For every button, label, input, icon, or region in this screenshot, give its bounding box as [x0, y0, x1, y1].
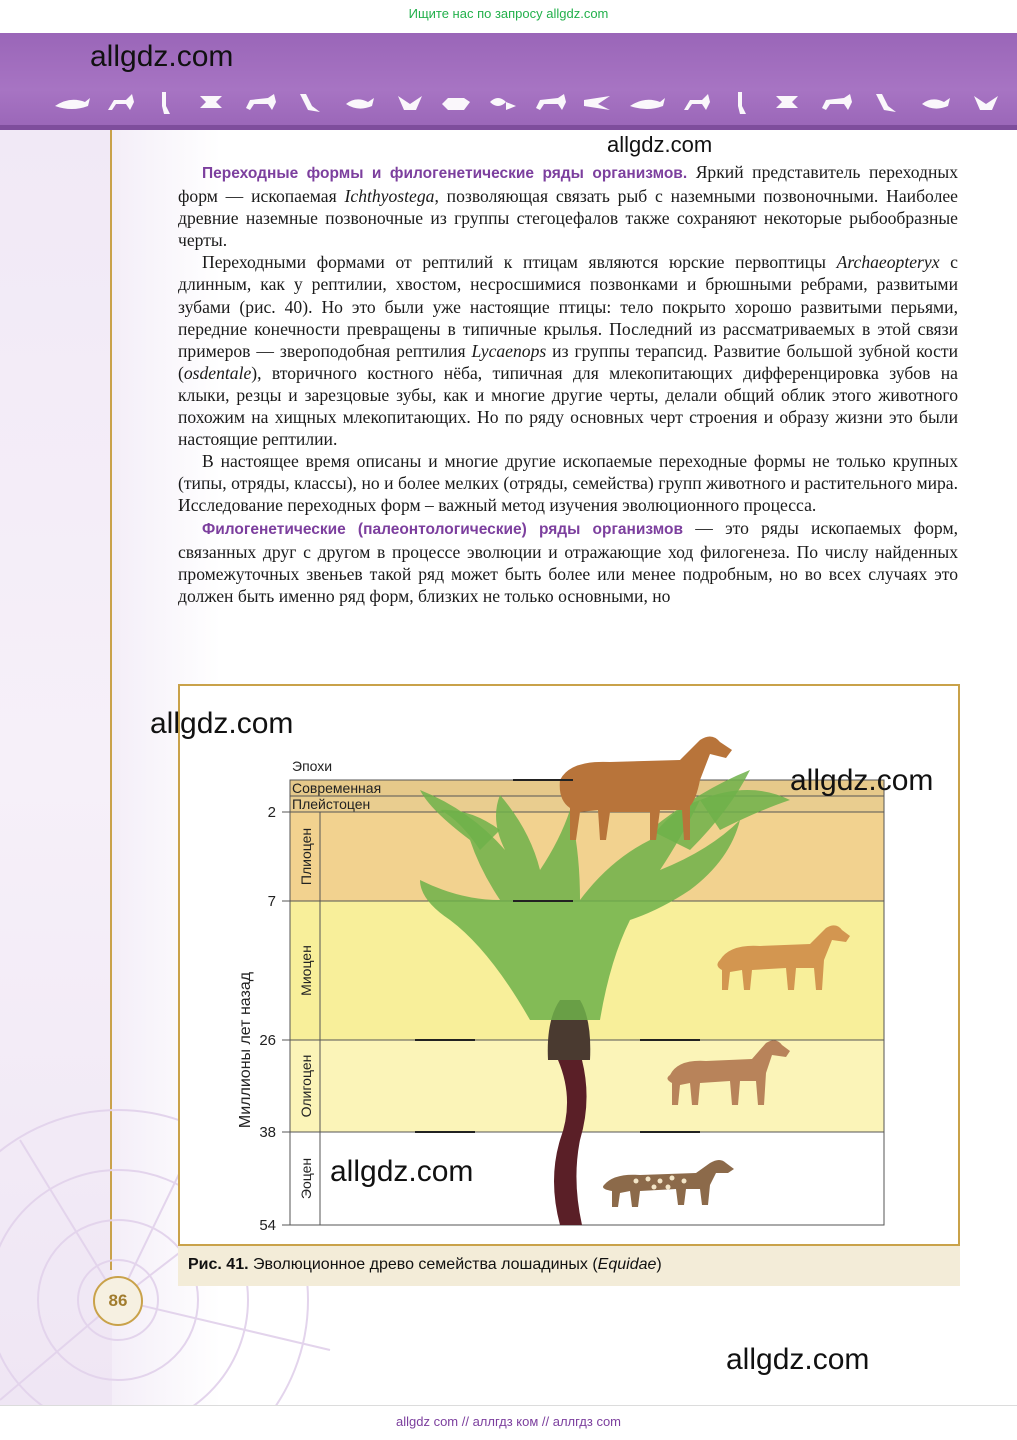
text-run: Переходными формами от рептилий к птицам являются юрские первоптицы	[202, 252, 837, 273]
text-run-italic: Ichthyostega	[344, 186, 435, 207]
epoch-label: Олигоцен	[298, 1054, 314, 1118]
footer-note: allgdz com // аллгдз ком // аллгдз com	[395, 1414, 622, 1429]
figure-caption	[178, 1246, 960, 1286]
caption-text: Эволюционное древо семейства лошадиных (	[248, 1256, 598, 1273]
text-run: из группы терапсид. Развитие большой зубной кости (	[178, 340, 959, 383]
axis-tick-label: 2	[267, 804, 276, 821]
text-run: с длинным, как у рептилии, хвостом, несросшимися позвонками и брюшными ребрами, развитыми зубами (рис. 40). Но это были уже настоящие птицы: тело покрыто хорошо развитыми перьями, передние конечности превращены в типичные крылья. Последний из рассматриваемых в этой связи примеров — звероподобная рептилия	[178, 252, 958, 361]
epoch-label: Современная	[292, 780, 382, 796]
margin-rule	[110, 130, 112, 1270]
text-run: , позволяющая связать рыб с наземными позвоночными. Наиболее древние наземные позвоночные из группы стегоцефалов также сохраняют некоторые рыбообразные черты.	[178, 186, 958, 251]
body-text	[178, 161, 958, 607]
watermark: allgdz.com	[150, 707, 294, 740]
epoch-band	[290, 812, 884, 901]
text-run: В настоящее время описаны и многие другие ископаемые переходные формы не только крупных (типы, отряды, классы), но и более мелких (отряды, семейства) групп животного и растительного мира. Исследование переходных форм – важный метод изучения эволюционного процесса.	[178, 451, 958, 516]
epoch-label: Плиоцен	[298, 827, 314, 886]
watermark: allgdz.com	[90, 40, 234, 73]
axis-tick-label: 7	[267, 893, 276, 910]
watermark: allgdz.com	[330, 1155, 474, 1188]
axis-tick-label: 26	[259, 1032, 276, 1049]
section-heading: Переходные формы и филогенетические ряды организмов.	[202, 165, 688, 182]
epoch-label: Миоцен	[298, 945, 314, 996]
text-run-italic: Lycaenops	[471, 340, 547, 361]
section-heading: Филогенетические (палеонтологические) ряды организмов	[202, 520, 683, 538]
axis-tick-label: 38	[259, 1124, 276, 1141]
paragraph	[178, 161, 958, 251]
page-number: 86	[93, 1276, 143, 1326]
top-search-note: Ищите нас по запросу allgdz.com	[408, 6, 609, 21]
y-axis-label: Миллионы лет назад	[237, 971, 254, 1129]
watermark: allgdz.com	[790, 764, 934, 797]
text-run: Яркий представитель переходных форм — ископаемая	[178, 162, 959, 207]
paragraph	[178, 450, 958, 516]
watermark: allgdz.com	[607, 132, 713, 157]
epoch-label: Плейстоцен	[292, 796, 371, 812]
animal-silhouettes-icon	[50, 88, 1000, 118]
caption-end: )	[656, 1256, 662, 1273]
caption-italic: Equidae	[597, 1256, 657, 1273]
paragraph	[178, 251, 958, 450]
text-run: — это ряды ископаемых форм, связанных друг с другом в процессе эволюции и отражающие ход филогенеза. По числу найденных промежуточных звеньев такой ряд может быть более или менее подробным, но во всех случаях это должен быть именно ряд форм, близких не только основными, но	[178, 517, 958, 606]
watermark: allgdz.com	[726, 1343, 870, 1376]
text-run-italic: osdentale	[183, 362, 252, 383]
epochs-column-header: Эпохи	[292, 758, 333, 774]
epoch-label: Эоцен	[298, 1157, 314, 1200]
text-run: ), вторичного костного нёба, типичная для млекопитающих дифференцировка зубов на клыки, резцы и зарезцовые зубы, как и многие другие черты, делали общий облик этого животного похожим на хищных млекопитающих. Но по ряду основных черт строения и образу жизни это были настоящие рептилии.	[178, 362, 958, 450]
paragraph	[178, 517, 958, 607]
text-run-italic: Archaeopteryx	[836, 252, 940, 273]
axis-tick-label: 54	[259, 1217, 276, 1234]
caption-number: Рис. 41.	[188, 1256, 249, 1273]
